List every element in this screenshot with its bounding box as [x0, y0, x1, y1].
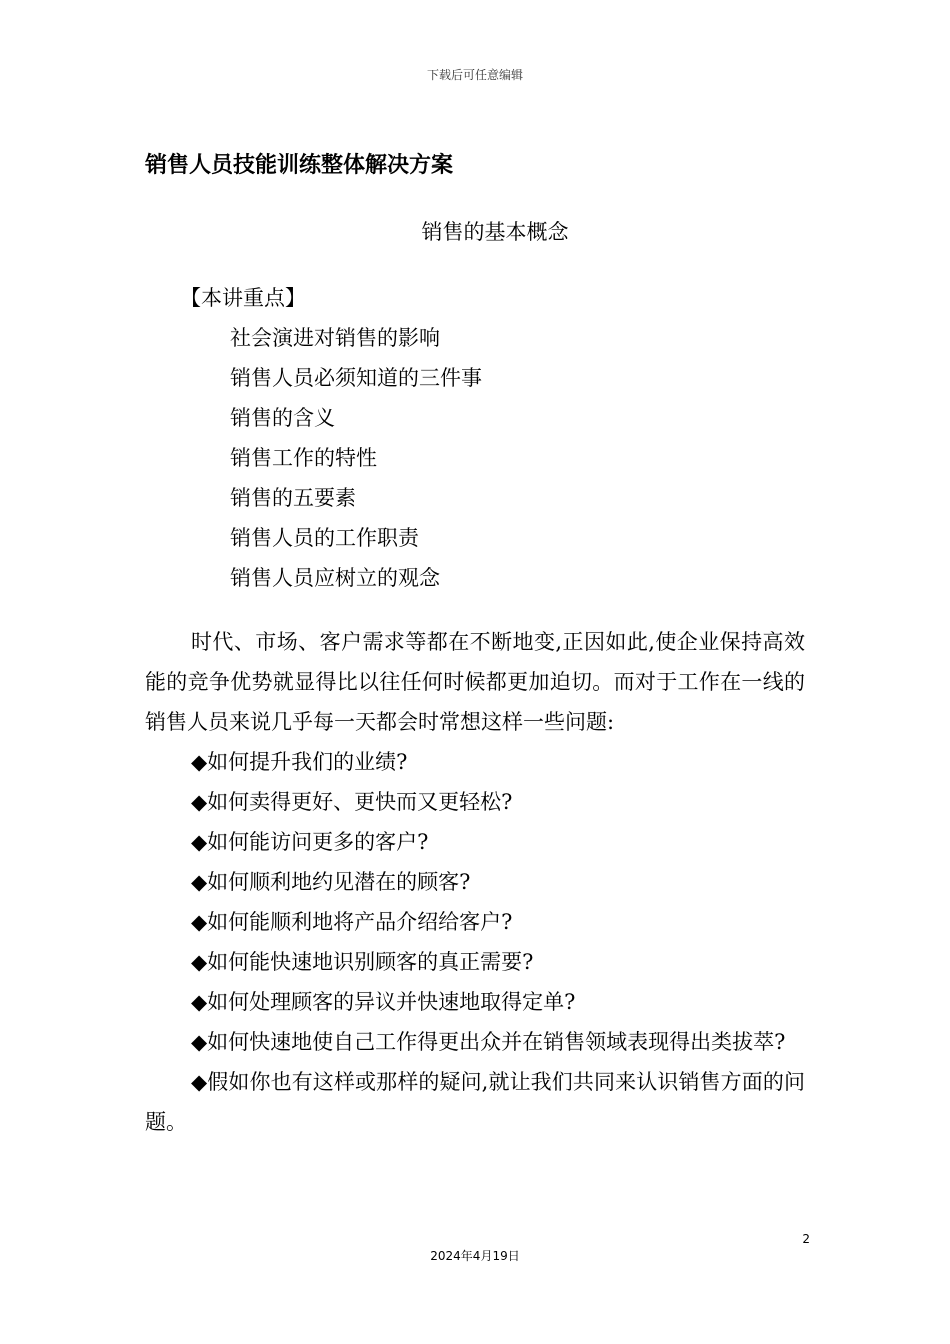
key-point-item: 销售人员应树立的观念	[230, 566, 440, 590]
footer-date: 2024年4月19日	[430, 1249, 520, 1263]
key-point-item: 销售人员必须知道的三件事	[230, 366, 482, 390]
key-points-list	[230, 318, 482, 598]
question-item: ◆如何能顺利地将产品介绍给客户?	[191, 910, 513, 934]
question-item: ◆如何能快速地识别顾客的真正需要?	[191, 950, 534, 974]
intro-paragraph: 时代、市场、客户需求等都在不断地变,正因如此,使企业保持高效能的竞争优势就显得比以往任何时候都更加迫切。而对于工作在一线的销售人员来说几乎每一天都会时常想这样一些问题:	[145, 630, 805, 734]
body-text	[145, 622, 805, 1142]
key-point-item: 销售人员的工作职责	[230, 526, 419, 550]
key-points-heading: 【本讲重点】	[180, 286, 306, 310]
section-subtitle: 销售的基本概念	[421, 220, 569, 244]
document-title: 销售人员技能训练整体解决方案	[145, 153, 454, 178]
key-point-item: 销售的五要素	[230, 486, 356, 510]
question-item: ◆如何能访问更多的客户?	[191, 830, 429, 854]
question-item: ◆如何卖得更好、更快而又更轻松?	[191, 790, 513, 814]
key-point-item: 销售的含义	[230, 406, 335, 430]
header-note: 下载后可任意编辑	[426, 68, 523, 82]
closing-paragraph: ◆假如你也有这样或那样的疑问,就让我们共同来认识销售方面的问题。	[145, 1070, 805, 1134]
page-number: 2	[802, 1232, 810, 1246]
key-point-item: 销售工作的特性	[230, 446, 377, 470]
question-item: ◆如何快速地使自己工作得更出众并在销售领域表现得出类拔萃?	[191, 1030, 786, 1054]
question-item: ◆如何处理顾客的异议并快速地取得定单?	[191, 990, 576, 1014]
question-item: ◆如何顺利地约见潜在的顾客?	[191, 870, 471, 894]
key-point-item: 社会演进对销售的影响	[230, 326, 440, 350]
question-item: ◆如何提升我们的业绩?	[191, 750, 408, 774]
